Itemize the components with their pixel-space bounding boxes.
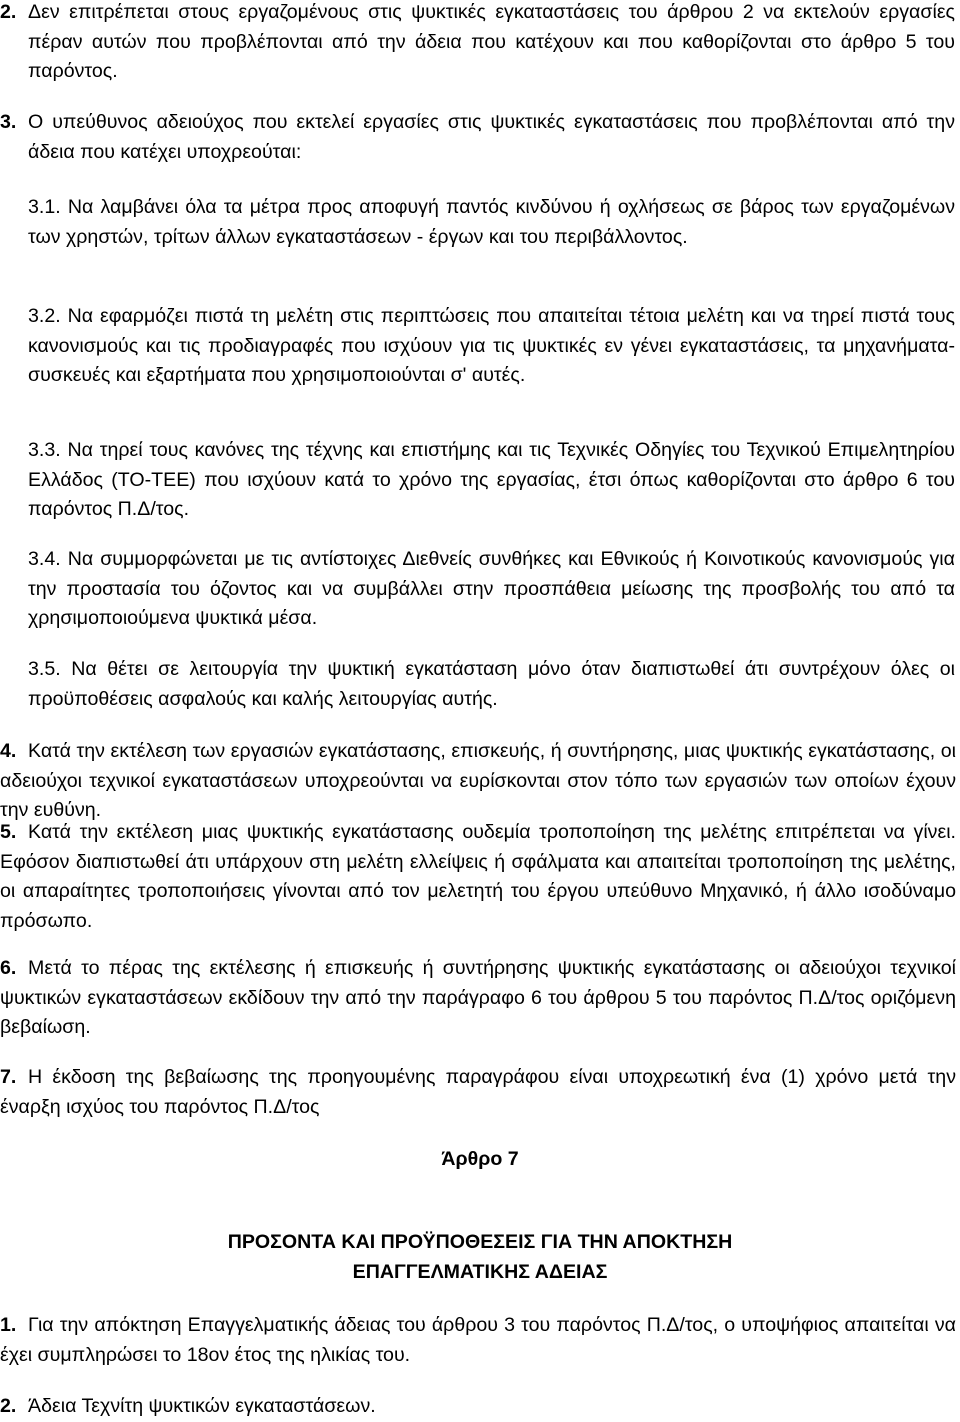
paragraph-number: 7. (0, 1066, 17, 1088)
paragraph-text: Ο υπεύθυνος αδειούχος που εκτελεί εργασίες στις ψυκτικές εγκαταστάσεις που προβλέπονται από την άδεια που κατέχει υποχρεούται: (28, 111, 955, 163)
subparagraph-number: 3.4. (28, 548, 61, 570)
subparagraph-number: 3.3. (28, 439, 61, 461)
subparagraph-number: 3.2. (28, 305, 61, 327)
paragraph-number: 4. (0, 740, 17, 762)
paragraph-text: Δεν επιτρέπεται στους εργαζομένους στις ψυκτικές εγκαταστάσεις του άρθρου 2 να εκτελούν εργασίες πέραν αυτών που προβλέπονται από την άδεια που κατέχουν και που καθορίζονται στο άρθρο 5 του παρόντος. (28, 1, 955, 83)
subparagraph-body (28, 436, 955, 525)
paragraph-number: 3. (0, 111, 17, 133)
paragraph-number: 2. (0, 1395, 17, 1417)
paragraph-number: 1. (0, 1314, 17, 1336)
subparagraph-text: Να λαμβάνει όλα τα μέτρα προς αποφυγή παντός κινδύνου ή οχλήσεως σε βάρος των εργαζομένων των χρηστών, τρίτων άλλων εγκαταστάσεων - έργων και του περιβάλλοντος. (28, 196, 956, 248)
subparagraph-number: 3.1. (28, 196, 61, 218)
paragraph-number: 2. (0, 1, 17, 23)
paragraph-text: Άδεια Τεχνίτη ψυκτικών εγκαταστάσεων. (28, 1395, 376, 1417)
article-heading-line-2: ΕΠΑΓΓΕΛΜΑΤΙΚΗΣ ΑΔΕΙΑΣ (352, 1261, 608, 1283)
subparagraph-body (28, 655, 955, 714)
paragraph-text: Μετά το πέρας της εκτέλεσης ή επισκευής ή συντήρησης ψυκτικής εγκατάστασης οι αδειούχοι τεχνικοί ψυκτικών εγκαταστάσεων εκδίδουν την από την παράγραφο 6 του άρθρου 5 του παρόντος Π.Δ/τος οριζόμενη βεβαίωση. (0, 957, 956, 1039)
subparagraph-body (28, 545, 955, 634)
paragraph-text: Για την απόκτηση Επαγγελματικής άδειας του άρθρου 3 του παρόντος Π.Δ/τος, ο υποψήφιος απαιτείται να έχει συμπληρώσει το 18ον έτος της ηλικίας του. (0, 1314, 956, 1366)
subparagraph-number: 3.5. (28, 658, 61, 680)
subparagraph-text: Να συμμορφώνεται με τις αντίστοιχες Διεθνείς συνθήκες και Εθνικούς ή Κοινοτικούς κανονισμούς για την προστασία του όζοντος και να συμβάλλει στην προσπάθεια μείωσης της προσβολής του από τα χρησιμοποιούμενα ψυκτικά μέσα. (28, 548, 955, 630)
article-title: Άρθρο 7 (441, 1148, 519, 1170)
paragraph-number: 6. (0, 957, 17, 979)
subparagraph-text: Να τηρεί τους κανόνες της τέχνης και επιστήμης και τις Τεχνικές Οδηγίες του Τεχνικού Επιμελητηρίου Ελλάδος (ΤΟ-ΤΕΕ) που ισχύουν κατά το χρόνο της εργασίας, έτσι όπως καθορίζονται στο άρθρο 6 του παρόντος Π.Δ/τος. (28, 439, 955, 521)
paragraph-text: Η έκδοση της βεβαίωσης της προηγουμένης παραγράφου είναι υποχρεωτική ένα (1) χρόνο μετά την έναρξη ισχύος του παρόντος Π.Δ/τος (0, 1066, 956, 1118)
subparagraph-body (28, 302, 955, 391)
paragraph-number: 5. (0, 821, 17, 843)
subparagraph-text: Να θέτει σε λειτουργία την ψυκτική εγκατάσταση μόνο όταν διαπιστωθεί άτι συντρέχουν όλες οι προϋποθέσεις ασφαλούς και καλής λειτουργίας αυτής. (28, 658, 955, 710)
paragraph-text: Κατά την εκτέλεση των εργασιών εγκατάστασης, επισκευής, ή συντήρησης, μιας ψυκτικής εγκατάστασης, οι αδειούχοι τεχνικοί εγκαταστάσεων υποχρεούνται να ευρίσκονται στον τόπο των εργασιών των οποίων έχουν την ευθύνη. (0, 740, 956, 822)
paragraph-text: Κατά την εκτέλεση μιας ψυκτικής εγκατάστασης ουδεμία τροποποίηση της μελέτης επιτρέπεται να γίνει. Εφόσον διαπιστωθεί άτι υπάρχουν στη μελέτη ελλείψεις ή σφάλματα και απαιτείται τροποποίηση της μελέτης, οι απαραίτητες τροποποιήσεις γίνονται από τον μελετητή του έργου υπεύθυνο Μηχανικό, ή άλλο ισοδύναμο πρόσωπο. (0, 821, 956, 932)
subparagraph-text: Να εφαρμόζει πιστά τη μελέτη στις περιπτώσεις που απαιτείται τέτοια μελέτη και να τηρεί πιστά τους κανονισμούς και τις προδιαγραφές που ισχύουν για τις ψυκτικές εν γένει εγκαταστάσεις, τα μηχανήματα-συσκευές και εξαρτήματα που χρησιμοποιούνται σ' αυτές. (28, 305, 955, 387)
article-heading-line-1: ΠΡΟΣΟΝΤΑ ΚΑΙ ΠΡΟΫΠΟΘΕΣΕΙΣ ΓΙΑ ΤΗΝ ΑΠΟΚΤΗΣΗ (227, 1231, 733, 1253)
subparagraph-body (28, 193, 955, 252)
